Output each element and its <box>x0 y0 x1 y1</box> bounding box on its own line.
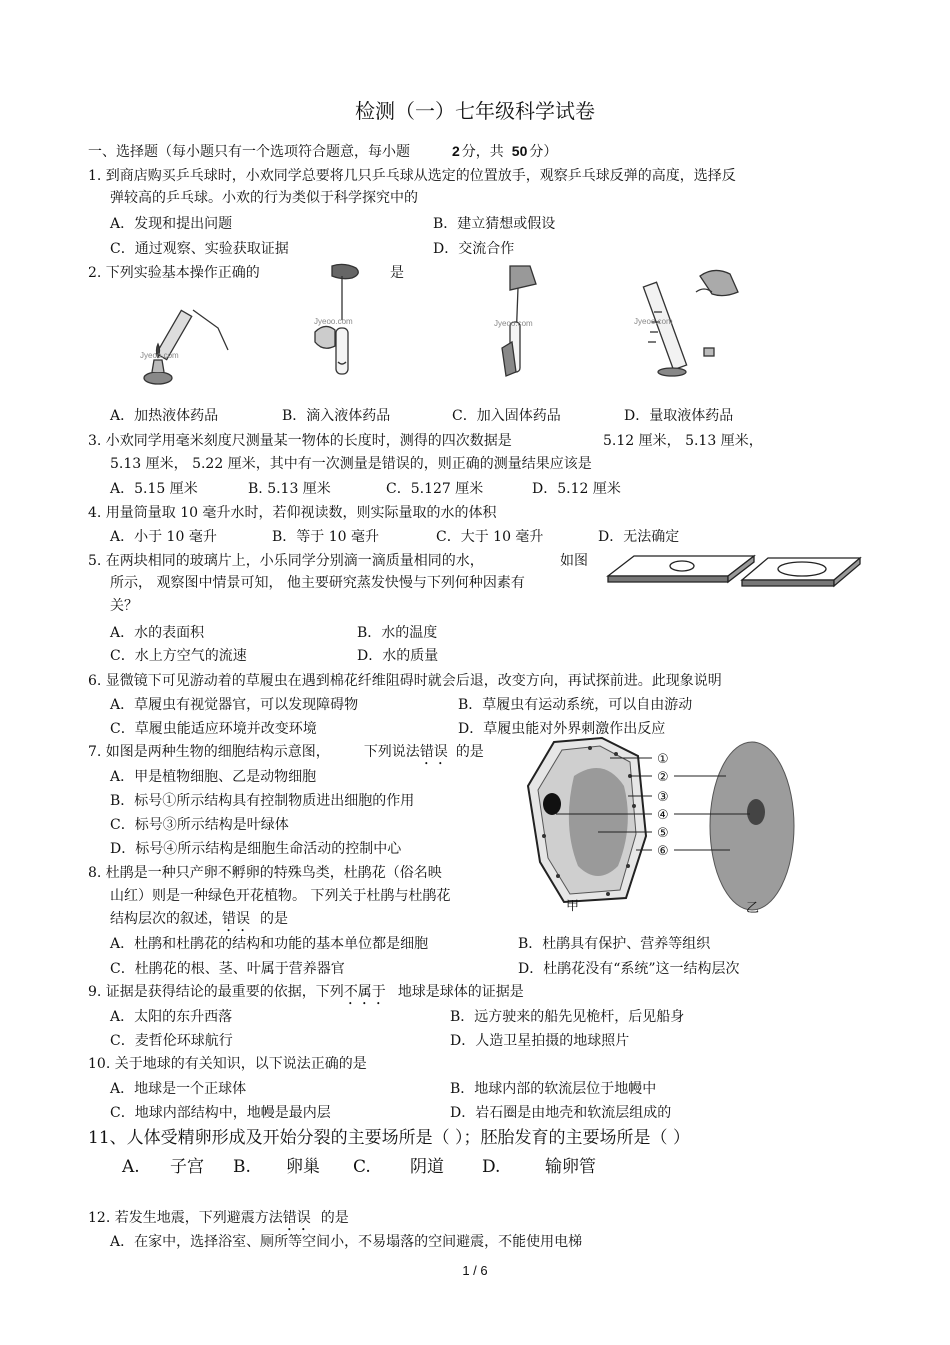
q10-option-b: B．地球内部的软流层位于地幔中 <box>450 1081 657 1097</box>
q8-option-c: C．杜鹃花的根、茎、叶属于营养器官 <box>110 961 345 977</box>
animal-cell-yi <box>710 742 794 910</box>
watermark: Jyeoo.com <box>314 317 353 326</box>
q9-option-d: D．人造卫星拍摄的地球照片 <box>450 1033 630 1049</box>
q11-option-c-letter: C. <box>353 1157 371 1177</box>
q3-stem-line1: 3. 小欢同学用毫米刻度尺测量某一物体的长度时，测得的四次数据是 <box>88 433 512 449</box>
page-number: 1 / 6 <box>462 1263 488 1278</box>
q9-option-a: A．太阳的东升西落 <box>110 1009 233 1025</box>
q8-option-a: A．杜鹃和杜鹃花的结构和功能的基本单位都是细胞 <box>110 936 429 952</box>
q5-stem-line1-tail: 如图 <box>560 553 588 569</box>
q4-stem: 4. 用量筒量取 10 毫升水时，若仰视读数，则实际量取的水的体积 <box>88 505 497 521</box>
q8-stem-line3: 结构层次的叙述，错误 的是 <box>110 911 288 927</box>
q6-option-a: A．草履虫有视觉器官，可以发现障碍物 <box>110 697 359 713</box>
q7-option-c: C．标号③所示结构是叶绿体 <box>110 817 289 833</box>
q11-option-d: 输卵管 <box>545 1157 596 1177</box>
q7-option-a: A．甲是植物细胞、乙是动物细胞 <box>110 769 317 785</box>
q6-option-b: B．草履虫有运动系统，可以自由游动 <box>458 697 693 713</box>
q2-option-b: B．滴入液体药品 <box>282 408 391 424</box>
q2-option-c: C．加入固体药品 <box>452 408 561 424</box>
q6-stem: 6. 显微镜下可见游动着的草履虫在遇到棉花纤维阻碍时就会后退，改变方向，再试探前进。此现象说明 <box>88 673 722 689</box>
q5-option-a: A．水的表面积 <box>110 625 205 641</box>
q5-stem-line3: 关？ <box>110 598 138 614</box>
plant-cell-jia <box>528 738 646 902</box>
q11-stem: 11、人体受精卵形成及开始分裂的主要场所是（ ）；胚胎发育的主要场所是（ ） <box>88 1128 690 1148</box>
adding-solid-illustration <box>492 262 552 382</box>
q2-stem: 2. 下列实验基本操作正确的 <box>88 265 260 281</box>
label-2: ② <box>657 770 669 785</box>
q10-option-a: A．地球是一个正球体 <box>110 1081 247 1097</box>
q4-option-c: C．大于 10 毫升 <box>436 529 544 545</box>
q10-option-c: C．地球内部结构中，地幔是最内层 <box>110 1105 331 1121</box>
q1-option-b: B．建立猜想或假设 <box>433 216 556 232</box>
q8-option-d: D．杜鹃花没有“系统”这一结构层次 <box>518 961 740 977</box>
label-3: ③ <box>657 790 669 805</box>
q3-option-a: A．5.15 厘米 <box>110 481 198 497</box>
q12-stem: 12. 若发生地震，下列避震方法错误 的是 <box>88 1210 349 1226</box>
q4-option-b: B．等于 10 毫升 <box>272 529 380 545</box>
q9-option-b: B．远方驶来的船先见桅杆，后见船身 <box>450 1009 685 1025</box>
q2-option-d: D．量取液体药品 <box>624 408 734 424</box>
q11-option-c: 阴道 <box>410 1157 444 1177</box>
q5-option-b: B．水的温度 <box>357 625 438 641</box>
q5-option-d: D．水的质量 <box>357 648 439 664</box>
q7-option-d: D．标号④所示结构是细胞生命活动的控制中心 <box>110 841 402 857</box>
section-1-heading: 一、选择题（每小题只有一个选项符合题意，每小题 2 分，共 50 分） <box>88 143 558 160</box>
q12-option-a: A．在家中，选择浴室、厕所等空间小，不易塌落的空间避震，不能使用电梯 <box>110 1234 583 1250</box>
q11-option-a: 子宫 <box>170 1157 204 1177</box>
q6-option-d: D．草履虫能对外界刺激作出反应 <box>458 721 666 737</box>
q4-option-a: A．小于 10 毫升 <box>110 529 217 545</box>
q1-option-d: D．交流合作 <box>433 241 515 257</box>
watermark: Jyeoo.com <box>140 351 179 360</box>
q3-option-c: C．5.127 厘米 <box>386 481 484 497</box>
watermark: Jyeoo.com <box>634 317 673 326</box>
q11-option-d-letter: D. <box>482 1157 501 1177</box>
q11-option-a-letter: A. <box>122 1157 140 1177</box>
q9-stem: 9. 证据是获得结论的最重要的依据，下列不属于 地球是球体的证据是 <box>88 984 524 1000</box>
q7-stem: 7. 如图是两种生物的细胞结构示意图， 下列说法错误 的是 <box>88 744 484 760</box>
measuring-liquid-illustration <box>630 262 750 380</box>
label-yi: 乙 <box>746 901 760 916</box>
q3-stem-line2: 5.13 厘米， 5.22 厘米，其中有一次测量是错误的，则正确的测量结果应该是 <box>110 456 592 472</box>
label-1: ① <box>657 752 669 767</box>
watermark: Jyeoo.com <box>494 319 533 328</box>
heating-liquid-illustration <box>138 300 238 392</box>
q11-option-b: 卵巢 <box>286 1157 320 1177</box>
q6-option-c: C．草履虫能适应环境并改变环境 <box>110 721 317 737</box>
q8-stem-line2: 山红）则是一种绿色开花植物。 下列关于杜鹃与杜鹃花 <box>110 888 451 904</box>
q3-option-b: B. 5.13 厘米 <box>248 481 331 497</box>
q10-option-d: D．岩石圈是由地壳和软流层组成的 <box>450 1105 672 1121</box>
q10-stem: 10. 关于地球的有关知识，以下说法正确的是 <box>88 1056 367 1072</box>
label-4: ④ <box>657 808 669 823</box>
q5-stem-line2: 所示， 观察图中情景可知， 他主要研究蒸发快慢与下列何种因素有 <box>110 575 525 591</box>
glass-plates-water-drops-figure <box>604 548 864 594</box>
page-title: 检测（一）七年级科学试卷 <box>355 99 595 123</box>
q8-stem-line1: 8. 杜鹃是一种只产卵不孵卵的特殊鸟类，杜鹃花（俗名映 <box>88 865 442 881</box>
q2-option-a: A．加热液体药品 <box>110 408 219 424</box>
q4-option-d: D．无法确定 <box>598 529 680 545</box>
q7-option-b: B．标号①所示结构具有控制物质进出细胞的作用 <box>110 793 415 809</box>
q5-stem-line1: 5. 在两块相同的玻璃片上，小乐同学分别滴一滴质量相同的水， <box>88 553 484 569</box>
label-5: ⑤ <box>657 826 669 841</box>
q3-option-d: D．5.12 厘米 <box>532 481 621 497</box>
cell-structure-figure <box>518 736 808 916</box>
q1-stem-line1: 1. 到商店购买乒乓球时，小欢同学总要将几只乒乓球从选定的位置放手，观察乒乓球反弹的高度，选择反 <box>88 168 736 184</box>
q1-option-a: A．发现和提出问题 <box>110 216 233 232</box>
q1-stem-line2: 弹较高的乒乓球。小欢的行为类似于科学探究中的 <box>110 190 418 206</box>
label-6: ⑥ <box>657 844 669 859</box>
q3-stem-line1-values: 5.12 厘米， 5.13 厘米， <box>603 433 763 449</box>
label-jia: 甲 <box>566 899 580 914</box>
q9-option-c: C．麦哲伦环球航行 <box>110 1033 233 1049</box>
q2-stem-tail: 是 <box>390 265 404 281</box>
q11-option-b-letter: B. <box>233 1157 251 1177</box>
q8-option-b: B．杜鹃具有保护、营养等组织 <box>518 936 711 952</box>
q1-option-c: C．通过观察、实验获取证据 <box>110 241 289 257</box>
q5-option-c: C．水上方空气的流速 <box>110 648 247 664</box>
dropping-liquid-illustration <box>310 262 380 382</box>
